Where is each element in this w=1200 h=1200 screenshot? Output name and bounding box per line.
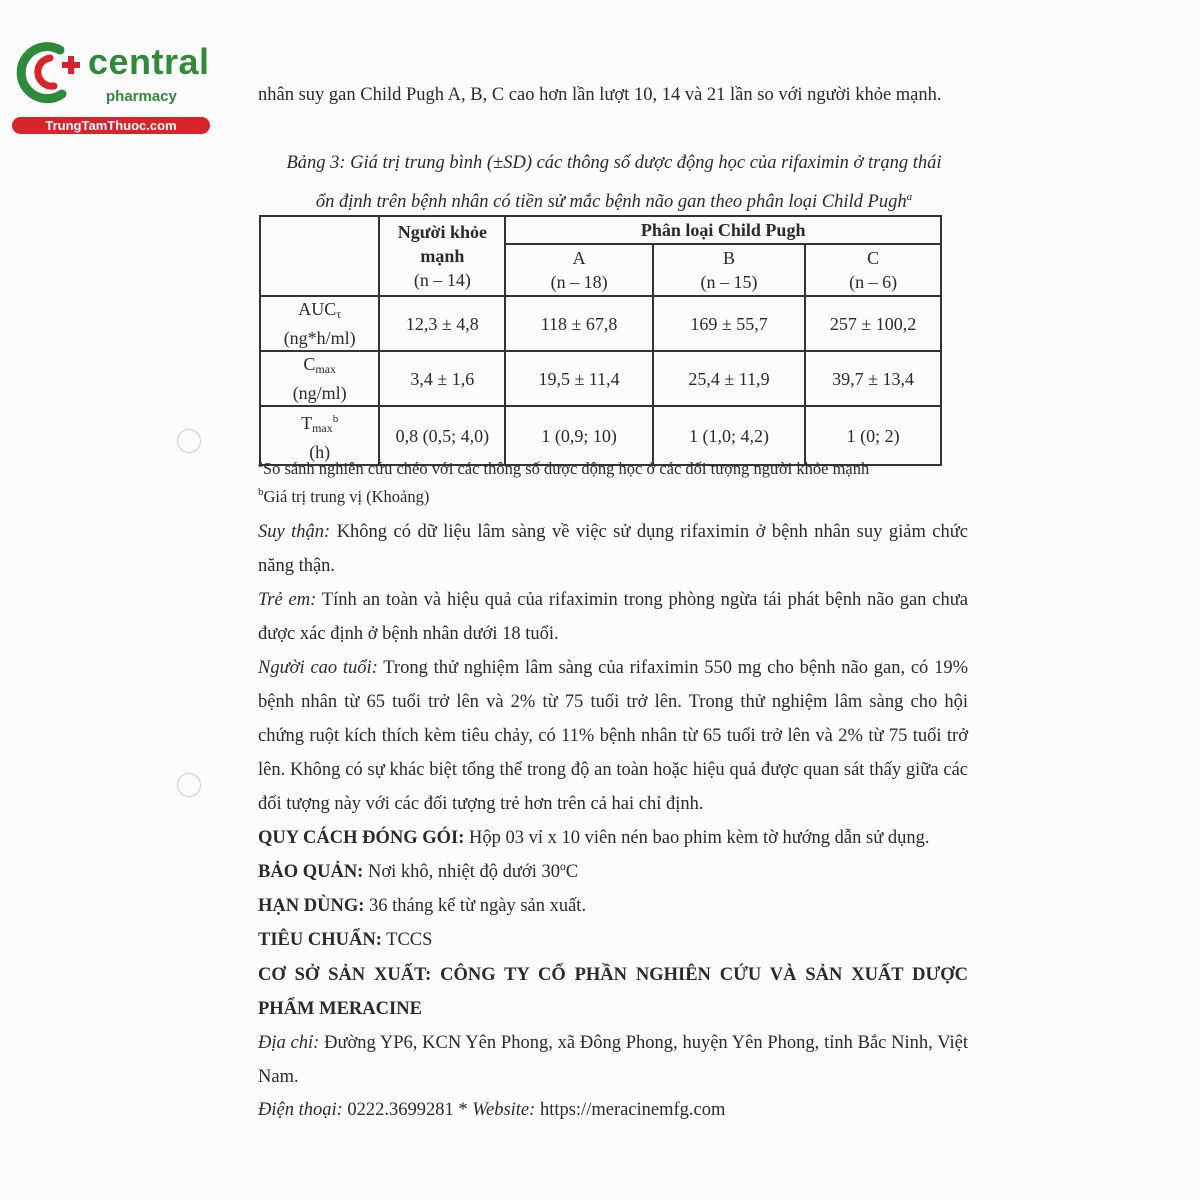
- table-cell: 118 ± 67,8: [505, 296, 652, 351]
- table-caption-line-2: [258, 180, 970, 219]
- table-cell: 0,8 (0,5; 4,0): [379, 406, 505, 465]
- row-label: $T_{max}^b$ (h): [260, 406, 379, 465]
- manufacturer-heading: CƠ SỞ SẢN XUẤT: CÔNG TY CỔ PHẦN NGHIÊN CỨU VÀ SẢN XUẤT DƯỢC PHẨM MERACINE: [258, 965, 968, 1019]
- brand-logo: [10, 36, 215, 136]
- table-caption-line-1: Bảng 3: Giá trị trung bình (±SD) các thông số dược động học của rifaximin ở trạng thái: [286, 153, 942, 173]
- table-cell: 1 (1,0; 4,2): [653, 406, 805, 465]
- table-cell: 39,7 ± 13,4: [805, 351, 941, 406]
- children-paragraph: Trẻ em: Tính an toàn và hiệu quả của rifaximin trong phòng ngừa tái phát bệnh não gan chưa được xác định ở bệnh nhân dưới 18 tuổi.: [258, 590, 968, 644]
- kidney-paragraph: Suy thận: Không có dữ liệu lâm sàng về việc sử dụng rifaximin ở bệnh nhân suy giảm chức năng thận.: [258, 522, 968, 576]
- row-label: $C_{max}$ (ng/ml): [260, 351, 379, 406]
- binder-hole: [177, 429, 201, 453]
- table-cell: 257 ± 100,2: [805, 296, 941, 351]
- logo-subtitle: pharmacy: [106, 88, 177, 105]
- intro-paragraph: nhân suy gan Child Pugh A, B, C cao hơn lần lượt 10, 14 và 21 lần so với người khỏe mạnh.: [258, 85, 942, 105]
- packaging-line: QUY CÁCH ĐÓNG GÓI: Hộp 03 vỉ x 10 viên nén bao phim kèm tờ hướng dẫn sử dụng.: [258, 828, 930, 848]
- website-link[interactable]: https://meracinemfg.com: [535, 1100, 726, 1120]
- contact-line: Điện thoại: 0222.3699281 * Website: https://meracinemfg.com: [258, 1100, 726, 1120]
- central-pharmacy-logo-icon: [10, 36, 88, 108]
- row-label: $AUC_\tau$ (ng*h/ml): [260, 296, 379, 351]
- col-header-c: C (n – 6): [805, 244, 941, 296]
- table-row: [260, 351, 941, 406]
- table-corner-cell: [260, 216, 379, 296]
- child-pugh-header: Phân loại Child Pugh: [505, 216, 941, 244]
- standard-line: TIÊU CHUẨN: TCCS: [258, 930, 433, 950]
- table-cell: 1 (0,9; 10): [505, 406, 652, 465]
- footnote-b: $^b$Giá trị trung vị (Khoảng): [258, 486, 430, 506]
- caption-text: ổn định trên bệnh nhân có tiền sử mắc bệnh não gan theo phân loại Child Pugh: [315, 192, 907, 212]
- healthy-header: Người khỏe mạnh (n – 14): [379, 216, 505, 296]
- table-row: [260, 296, 941, 351]
- table-row: [260, 406, 941, 465]
- storage-line: BẢO QUẢN: Nơi khô, nhiệt độ dưới 30ºC: [258, 862, 579, 882]
- binder-hole: [177, 773, 201, 797]
- elderly-paragraph: Người cao tuổi: Trong thử nghiệm lâm sàng của rifaximin 550 mg cho bệnh não gan, có 19% bệnh nhân từ 65 tuổi trở lên và 2% từ 75 tuổi trở lên. Trong thử nghiệm lâm sàng cho hội chứng ruột kích thích kèm tiêu chảy, có 11% bệnh nhân từ 65 tuổi trở lên và 2% từ 75 tuổi trở lên. Không có sự khác biệt tổng thể trong độ an toàn hoặc hiệu quả được quan sát thấy giữa các đối tượng này với các đối tượng trẻ hơn trên cả hai chỉ định.: [258, 658, 968, 814]
- footnote-a: $^a$So sánh nghiên cứu chéo với các thông số dược động học ở các đối tượng người khỏe mạnh: [258, 458, 870, 478]
- col-header-a: A (n – 18): [505, 244, 652, 296]
- pharmacokinetics-table: [259, 215, 942, 466]
- caption-superscript: a: [906, 191, 913, 203]
- table-cell: 169 ± 55,7: [653, 296, 805, 351]
- table-cell: 3,4 ± 1,6: [379, 351, 505, 406]
- table-cell: 1 (0; 2): [805, 406, 941, 465]
- address-paragraph: Địa chỉ: Đường YP6, KCN Yên Phong, xã Đông Phong, huyện Yên Phong, tỉnh Bắc Ninh, Việt Nam.: [258, 1033, 968, 1087]
- col-header-b: B (n – 15): [653, 244, 805, 296]
- table-cell: 25,4 ± 11,9: [653, 351, 805, 406]
- logo-url: TrungTamThuoc.com: [12, 117, 210, 134]
- table-cell: 12,3 ± 4,8: [379, 296, 505, 351]
- expiry-line: HẠN DÙNG: 36 tháng kể từ ngày sản xuất.: [258, 896, 587, 916]
- table-cell: 19,5 ± 11,4: [505, 351, 652, 406]
- logo-name: central: [88, 41, 210, 82]
